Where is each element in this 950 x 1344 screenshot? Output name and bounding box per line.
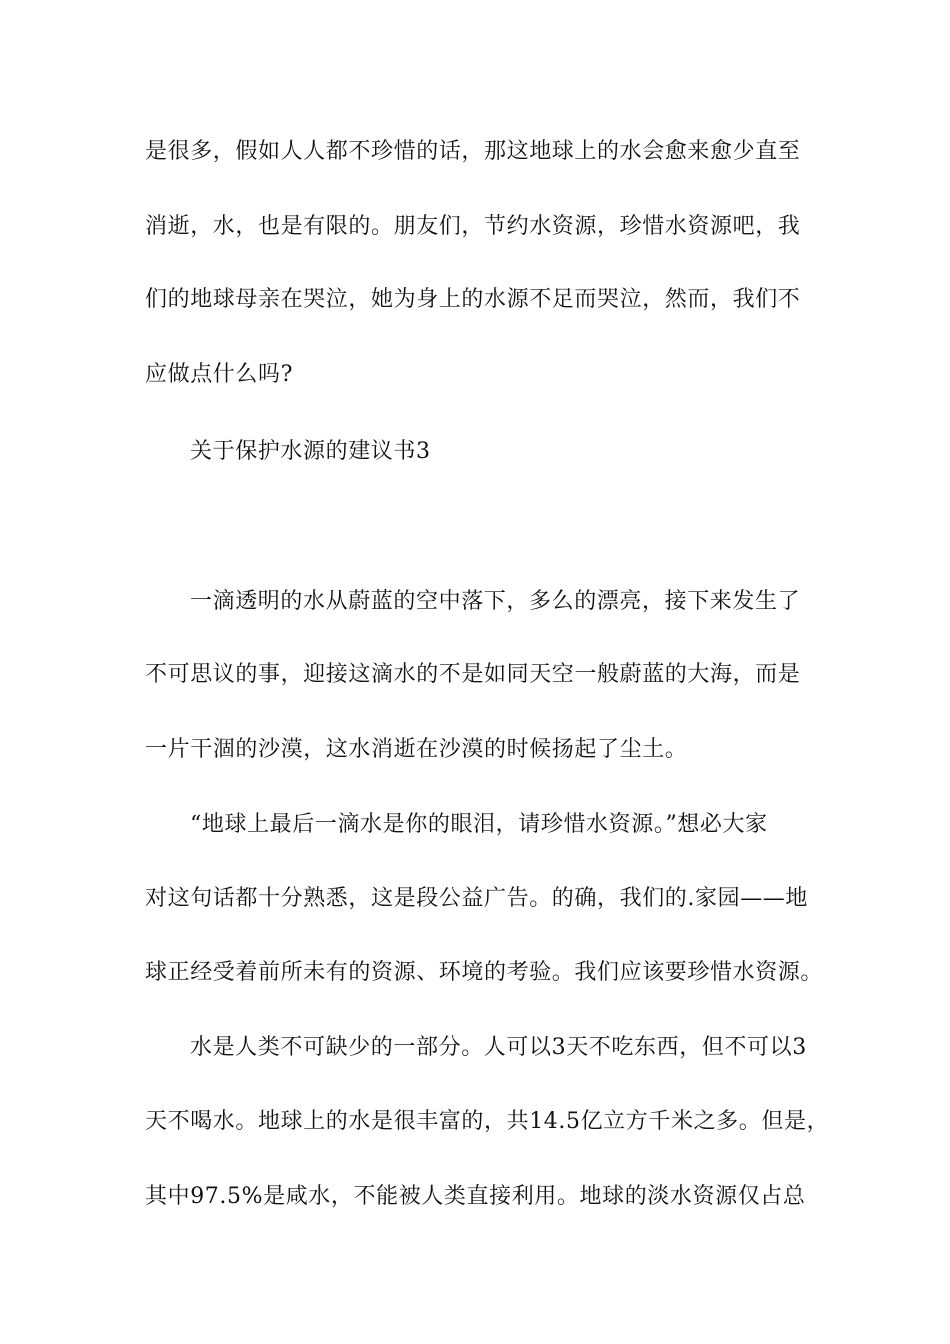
paragraph-line: 不可思议的事，迎接这滴水的不是如同天空一般蔚蓝的大海，而是 <box>145 662 801 687</box>
section-heading: 关于保护水源的建议书3 <box>190 439 431 464</box>
paragraph-line: 应做点什么吗? <box>145 362 293 387</box>
paragraph-line: 们的地球母亲在哭泣，她为身上的水源不足而哭泣，然而，我们不 <box>145 287 801 312</box>
paragraph-line: 一滴透明的水从蔚蓝的空中落下，多么的漂亮，接下来发生了 <box>190 589 801 614</box>
paragraph-line: 其中97.5%是咸水，不能被人类直接利用。地球的淡水资源仅占总 <box>145 1184 806 1209</box>
paragraph-line: 是很多，假如人人都不珍惜的话，那这地球上的水会愈来愈少直至 <box>145 139 801 164</box>
paragraph-line: 消逝，水，也是有限的。朋友们，节约水资源，珍惜水资源吧，我 <box>145 214 801 239</box>
paragraph-line: “地球上最后一滴水是你的眼泪，请珍惜水资源。”想必大家 <box>190 812 768 837</box>
paragraph-line: 水是人类不可缺少的一部分。人可以3天不吃东西，但不可以3 <box>190 1035 807 1060</box>
paragraph-line: 球正经受着前所未有的资源、环境的考验。我们应该要珍惜水资源。 <box>145 960 824 985</box>
paragraph-line: 对这句话都十分熟悉，这是段公益广告。的确，我们的.家园——地 <box>145 886 808 911</box>
paragraph-line: 天不喝水。地球上的水是很丰富的，共14.5亿立方千米之多。但是， <box>145 1109 830 1134</box>
paragraph-line: 一片干涸的沙漠，这水消逝在沙漠的时候扬起了尘土。 <box>145 737 688 762</box>
